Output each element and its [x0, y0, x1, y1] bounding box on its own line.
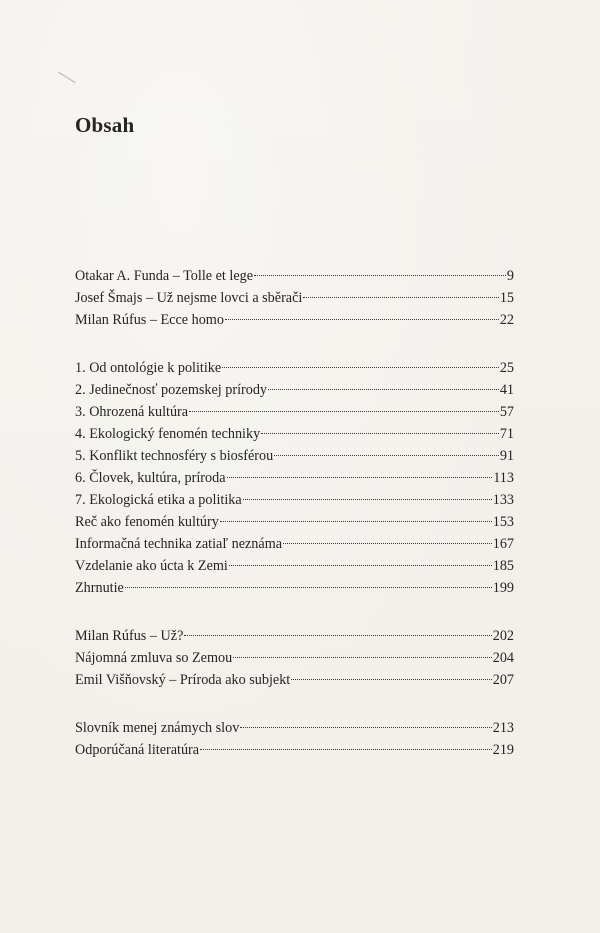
- toc-entry-title: Milan Rúfus – Ecce homo: [75, 312, 224, 328]
- dot-leader: [125, 587, 492, 588]
- toc-entry: [75, 625, 514, 647]
- toc-entry: [75, 467, 514, 489]
- toc-entry: [75, 379, 514, 401]
- toc-entry-page-number: 9: [506, 268, 514, 284]
- toc-entry-page-number: 15: [499, 290, 514, 306]
- toc-entry: [75, 647, 514, 669]
- toc-entry-page-number: 219: [492, 742, 514, 758]
- dot-leader: [243, 499, 492, 500]
- dot-leader: [200, 749, 492, 750]
- toc-entry: [75, 309, 514, 331]
- toc-entry-page-number: 185: [492, 558, 514, 574]
- toc-entry-page-number: 25: [499, 360, 514, 376]
- dot-leader: [254, 275, 506, 276]
- toc-entry: [75, 401, 514, 423]
- toc-entry-page-number: 199: [492, 580, 514, 596]
- toc-entry-title: 5. Konflikt technosféry s biosférou: [75, 448, 274, 464]
- toc-entry-page-number: 57: [499, 404, 514, 420]
- toc-entry-title: Otakar A. Funda – Tolle et lege: [75, 268, 254, 284]
- toc-entry-page-number: 113: [493, 470, 514, 486]
- toc-entry-page-number: 202: [492, 628, 514, 644]
- toc-entry-title: 6. Človek, kultúra, príroda: [75, 470, 226, 486]
- toc-entry-title: 2. Jedinečnosť pozemskej prírody: [75, 382, 268, 398]
- toc-entry-title: 4. Ekologický fenomén techniky: [75, 426, 261, 442]
- toc-entry-page-number: 207: [492, 672, 514, 688]
- toc-entry: [75, 357, 514, 379]
- dot-leader: [184, 635, 491, 636]
- toc-group: [75, 717, 514, 761]
- toc-entry-page-number: 41: [499, 382, 514, 398]
- dot-leader: [261, 433, 499, 434]
- page-title: Obsah: [75, 113, 135, 137]
- pencil-mark: [58, 72, 75, 83]
- toc-entry: [75, 423, 514, 445]
- toc-entry-title: Informačná technika zatiaľ neznáma: [75, 536, 283, 552]
- toc-entry-title: Emil Višňovský – Príroda ako subjekt: [75, 672, 291, 688]
- toc-entry-page-number: 167: [492, 536, 514, 552]
- dot-leader: [240, 727, 491, 728]
- toc-entry: [75, 669, 514, 691]
- toc-entry-title: Nájomná zmluva so Zemou: [75, 650, 233, 666]
- toc-entry-page-number: 153: [492, 514, 514, 530]
- table-of-contents: [75, 265, 514, 787]
- dot-leader: [225, 319, 499, 320]
- toc-entry-page-number: 204: [492, 650, 514, 666]
- toc-entry-page-number: 71: [499, 426, 514, 442]
- dot-leader: [220, 521, 492, 522]
- dot-leader: [268, 389, 499, 390]
- toc-entry: [75, 265, 514, 287]
- dot-leader: [229, 565, 492, 566]
- toc-group: [75, 625, 514, 691]
- dot-leader: [227, 477, 493, 478]
- toc-entry-title: Zhrnutie: [75, 580, 124, 596]
- toc-entry: [75, 511, 514, 533]
- toc-entry: [75, 555, 514, 577]
- toc-entry-page-number: 91: [499, 448, 514, 464]
- toc-entry-title: 3. Ohrozená kultúra: [75, 404, 189, 420]
- toc-entry-title: 1. Od ontológie k politike: [75, 360, 222, 376]
- toc-entry-title: Josef Šmajs – Už nejsme lovci a sběrači: [75, 290, 303, 306]
- toc-entry-page-number: 213: [492, 720, 514, 736]
- dot-leader: [283, 543, 492, 544]
- toc-entry: [75, 489, 514, 511]
- toc-entry: [75, 287, 514, 309]
- toc-entry: [75, 533, 514, 555]
- dot-leader: [222, 367, 499, 368]
- toc-entry: [75, 445, 514, 467]
- toc-entry-title: Milan Rúfus – Už?: [75, 628, 184, 644]
- toc-group: [75, 357, 514, 599]
- toc-entry-page-number: 22: [499, 312, 514, 328]
- dot-leader: [189, 411, 499, 412]
- dot-leader: [274, 455, 499, 456]
- toc-entry-page-number: 133: [492, 492, 514, 508]
- toc-entry: [75, 739, 514, 761]
- toc-entry-title: Slovník menej známych slov: [75, 720, 240, 736]
- toc-group: [75, 265, 514, 331]
- toc-entry: [75, 577, 514, 599]
- toc-entry-title: Reč ako fenomén kultúry: [75, 514, 219, 530]
- dot-leader: [291, 679, 491, 680]
- toc-entry: [75, 717, 514, 739]
- toc-entry-title: 7. Ekologická etika a politika: [75, 492, 242, 508]
- dot-leader: [233, 657, 492, 658]
- dot-leader: [303, 297, 498, 298]
- toc-entry-title: Odporúčaná literatúra: [75, 742, 200, 758]
- toc-entry-title: Vzdelanie ako úcta k Zemi: [75, 558, 228, 574]
